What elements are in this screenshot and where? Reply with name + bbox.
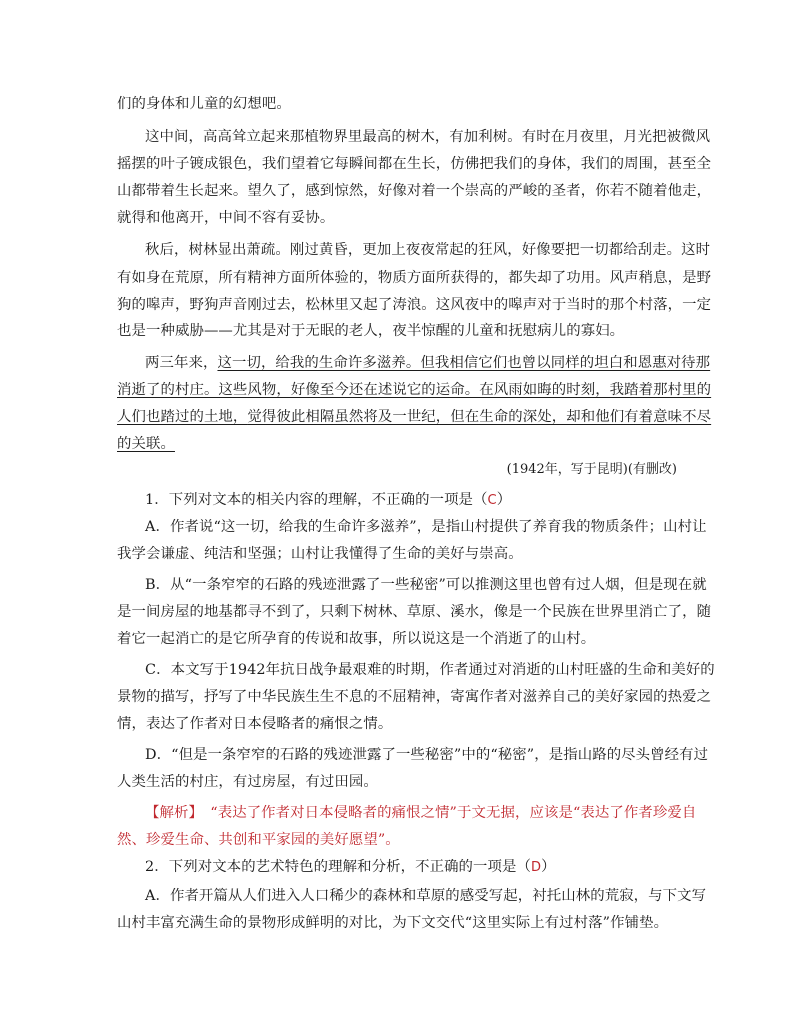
passage-line: 秋后，树林显出萧疏。刚过黄昏，更加上夜夜常起的狂风，好像要把一切都给刮走。这时 bbox=[145, 242, 711, 258]
underlined-sentence: 这一切，给我的生命许多滋养。但我相信它们也曾以同样的坦白和恩惠对待那 bbox=[217, 355, 711, 371]
question-text: 2．下列对文本的艺术特色的理解和分析，不正确的一项是（ bbox=[145, 859, 532, 875]
underlined-sentence: 人们也踏过的土地， bbox=[117, 409, 248, 425]
option-c: C．本文写于1942年抗日战争最艰难的时期，作者通过对消逝的山村旺盛的生命和美好的 bbox=[145, 662, 715, 678]
question-2-stem bbox=[145, 857, 677, 878]
passage-line: 也是一种威胁——尤其是对于无眠的老人，夜半惊醒的儿童和抚慰病儿的寡妇。 bbox=[117, 323, 625, 339]
passage-text: 两三年来， bbox=[145, 355, 218, 371]
answer-mark: C bbox=[487, 493, 497, 508]
passage-line: 就得和他离开，中间不容有妥协。 bbox=[117, 210, 335, 226]
option-b-cont: 是一间房屋的地基都寻不到了，只剩下树林、草原、溪水，像是一个民族在世界里消亡了，随 bbox=[117, 604, 712, 620]
question-text: ） bbox=[541, 859, 556, 875]
option-c-cont: 景物的描写，抒写了中华民族生生不息的不屈精神，寄寓作者对滋养自己的美好家园的热爱之 bbox=[117, 689, 712, 705]
passage-line: 有如身在荒原，所有精神方面所体验的，物质方面所获得的，都失却了功用。风声稍息，是野 bbox=[117, 270, 712, 286]
passage-line: 山都带着生长起来。望久了，感到惊然，好像对着一个崇高的严峻的圣者，你若不随着他走， bbox=[117, 183, 712, 199]
option-a: A．作者开篇从人们进入人口稀少的森林和草原的感受写起，衬托山林的荒寂，与下文写 bbox=[145, 888, 707, 904]
source-note: (1942年，写于昆明)(有删改) bbox=[506, 462, 677, 477]
option-b: B．从“一条窄窄的石路的残迹泄露了一些秘密”可以推测这里也曾有过人烟，但是现在就 bbox=[145, 577, 707, 593]
passage-line bbox=[145, 353, 711, 373]
option-a-cont: 山村丰富充满生命的景物形成鲜明的对比，为下文交代“这里实际上有过村落”作铺垫。 bbox=[117, 915, 669, 931]
question-text: ） bbox=[496, 492, 512, 508]
option-b-cont: 着它一起消亡的是它所孕育的传说和故事，所以说这是一个消逝了的山村。 bbox=[117, 631, 596, 647]
underlined-sentence: 觉得彼此相隔虽然将及一世纪，但在生命的深处，却和他们有着意味不尽 bbox=[247, 409, 712, 425]
analysis-cont: 然、珍爱生命、共创和平家园的美好愿望”。 bbox=[117, 832, 400, 848]
underlined-sentence: 的关联。 bbox=[117, 436, 175, 452]
option-d: D．“但是一条窄窄的石路的残迹泄露了一些秘密”中的“秘密”，是指山路的尽头曾经有过 bbox=[145, 747, 709, 763]
option-a-cont: 我学会谦虚、纯洁和坚强；山村让我懂得了生命的美好与崇高。 bbox=[117, 546, 523, 562]
passage-line: 摇摆的叶子镀成银色，我们望着它每瞬间都在生长，仿佛把我们的身体，我们的周围，甚至全 bbox=[117, 156, 712, 172]
answer-mark: D bbox=[531, 860, 542, 875]
passage-line bbox=[117, 407, 712, 427]
passage-line: 们的身体和儿童的幻想吧。 bbox=[117, 96, 291, 112]
question-text: 1．下列对文本的相关内容的理解，不正确的一项是（ bbox=[145, 492, 488, 508]
underlined-sentence: 消逝了的村庄。这些风物，好像至今还在述说它的运命。在风雨如晦的时刻，我踏着那村里的 bbox=[117, 382, 712, 398]
analysis: 【解析】 “表达了作者对日本侵略者的痛恨之情”于文无据，应该是“表达了作者珍爱自 bbox=[145, 805, 697, 821]
question-1-stem bbox=[145, 490, 677, 511]
passage-line: 狗的嗥声，野狗声音刚过去，松林里又起了涛浪。这风夜中的嗥声对于当时的那个村落，一定 bbox=[117, 297, 712, 313]
option-a: A．作者说“这一切，给我的生命许多滋养”，是指山村提供了养育我的物质条件；山村让 bbox=[145, 519, 707, 535]
option-c-cont: 情，表达了作者对日本侵略者的痛恨之情。 bbox=[117, 716, 393, 732]
passage-line: 这中间，高高耸立起来那植物界里最高的树木，有加利树。有时在月夜里，月光把被微风 bbox=[145, 129, 711, 145]
option-d-cont: 人类生活的村庄，有过房屋，有过田园。 bbox=[117, 774, 378, 790]
